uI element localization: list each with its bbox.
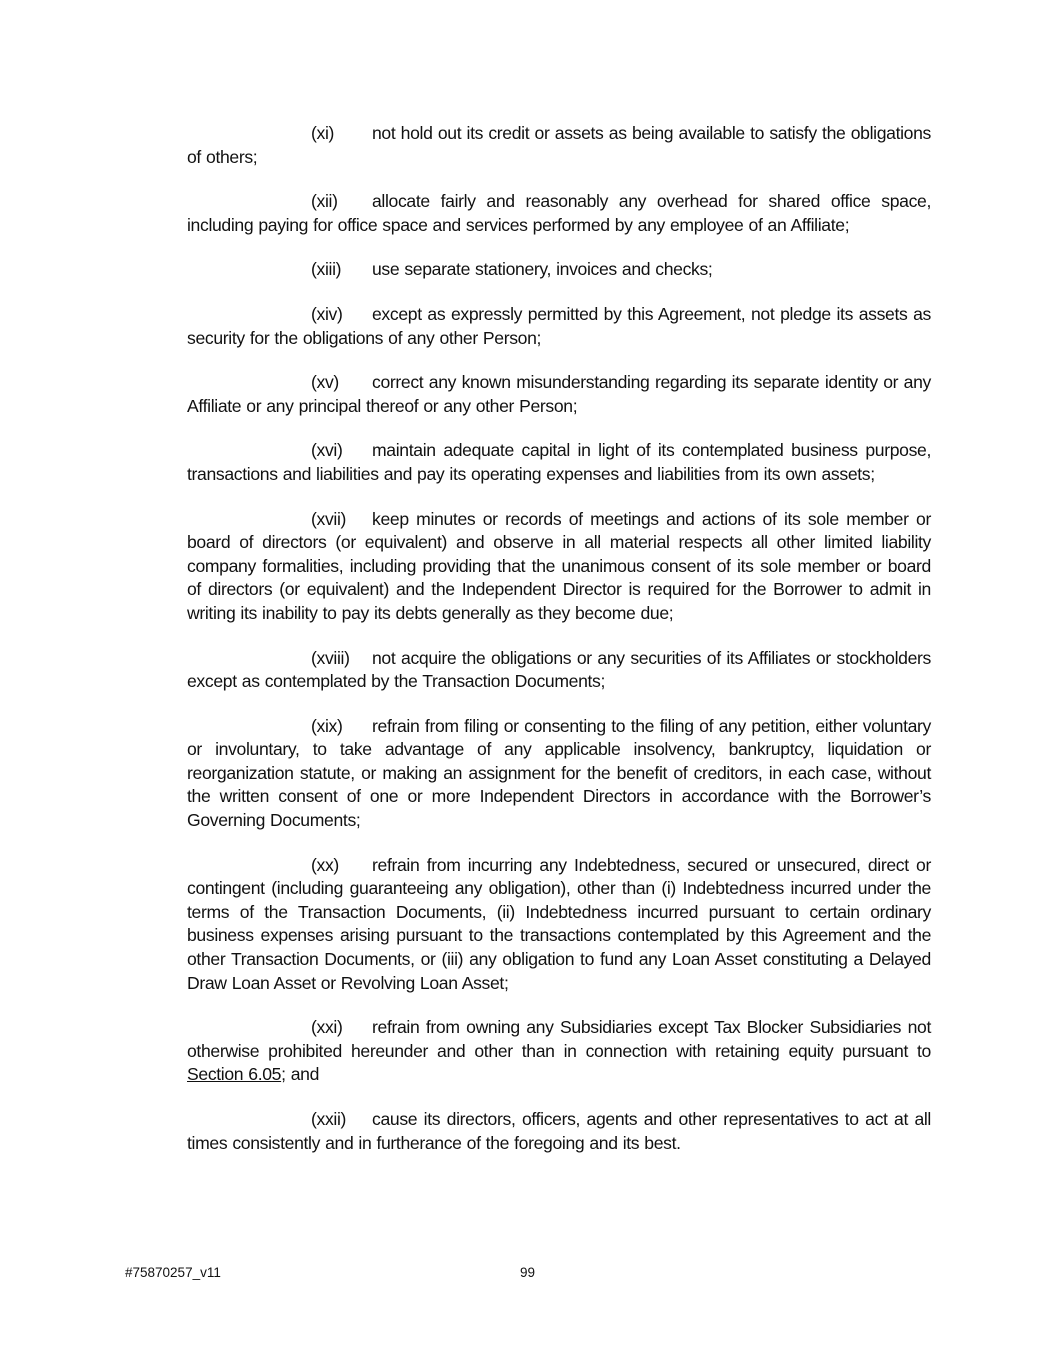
clause-text: not hold out its credit or assets as being available to satisfy the obligations of others; [187,123,931,167]
clause-text: correct any known misunderstanding regarding its separate identity or any Affiliate or any principal thereof or any other Person; [187,372,931,416]
clause-xix [187,715,931,833]
section-reference-link[interactable]: Section 6.05 [187,1064,282,1085]
clause-text: cause its directors, officers, agents and other representatives to act at all times consistently and in furtherance of the foregoing and its best. [187,1109,931,1153]
clause-label: (xvii) [311,508,347,529]
footer-page-number: 99 [520,1265,536,1280]
clause-text: refrain from owning any Subsidiaries except Tax Blocker Subsidiaries not otherwise prohibited hereunder and other than in connection with retaining equity pursuant to [187,1017,931,1061]
clause-xviii [187,647,931,694]
clause-xii [187,190,931,237]
clause-label: (xv) [311,372,339,393]
clause-label: (xviii) [311,647,350,668]
clause-xxii [187,1108,931,1155]
clause-label: (xiv) [311,303,343,324]
clause-xi [187,122,931,169]
clause-text: except as expressly permitted by this Agreement, not pledge its assets as security for the obligations of any other Person; [187,303,931,348]
clause-text: not acquire the obligations or any securities of its Affiliates or stockholders except as contemplated by the Transaction Documents; [187,647,931,692]
clause-xv [187,371,931,418]
clause-label: (xii) [311,191,338,212]
document-body [187,122,931,1176]
clause-xx [187,854,931,996]
clause-xvii [187,508,931,626]
clause-text: refrain from incurring any Indebtedness, secured or unsecured, direct or contingent (including guaranteeing any obligation), other than (i) Indebtedness incurred under the terms of the Transaction Documents, (ii) Indebtedness incurred pursuant to certain ordinary business expenses arising pursuant to the transactions contemplated by this Agreement and the other Transaction Documents, or (iii) any obligation to fund any Loan Asset constituting a Delayed Draw Loan Asset or Revolving Loan Asset; [187,854,931,993]
clause-xiii [187,258,931,282]
clause-label: (xvi) [311,440,343,461]
clause-text: refrain from filing or consenting to the filing of any petition, either voluntary or involuntary, to take advantage of any applicable insolvency, bankruptcy, liquidation or reorganization statute, or making an assignment for the benefit of creditors, in each case, without the written consent of one or more Independent Directors in accordance with the Borrower’s Governing Documents; [187,715,931,831]
clause-xxi [187,1016,931,1087]
clause-label: (xiii) [311,259,342,280]
clause-xiv [187,303,931,350]
clause-text-tail: ; and [281,1064,320,1085]
clause-text: keep minutes or records of meetings and actions of its sole member or board of directors (or equivalent) and observe in all material respects all other limited liability company formalities, including providing that the unanimous consent of its sole member or board of directors (or equivalent) and the Independent Director is required for the Borrower to admit in writing its inability to pay its debts generally as they become due; [187,508,931,623]
clause-label: (xx) [311,854,339,875]
clause-label: (xxii) [311,1109,347,1129]
clause-xvi [187,439,931,486]
clause-text: use separate stationery, invoices and checks; [372,259,713,280]
clause-label: (xix) [311,715,343,736]
footer-document-id: #75870257_v11 [125,1265,221,1280]
clause-text: maintain adequate capital in light of its contemplated business purpose, transactions and liabilities and pay its operating expenses and liabilities from its own assets; [187,440,931,484]
clause-text: allocate fairly and reasonably any overhead for shared office space, including paying for office space and services performed by any employee of an Affiliate; [187,191,931,235]
clause-label: (xi) [311,123,335,143]
clause-label: (xxi) [311,1017,343,1038]
